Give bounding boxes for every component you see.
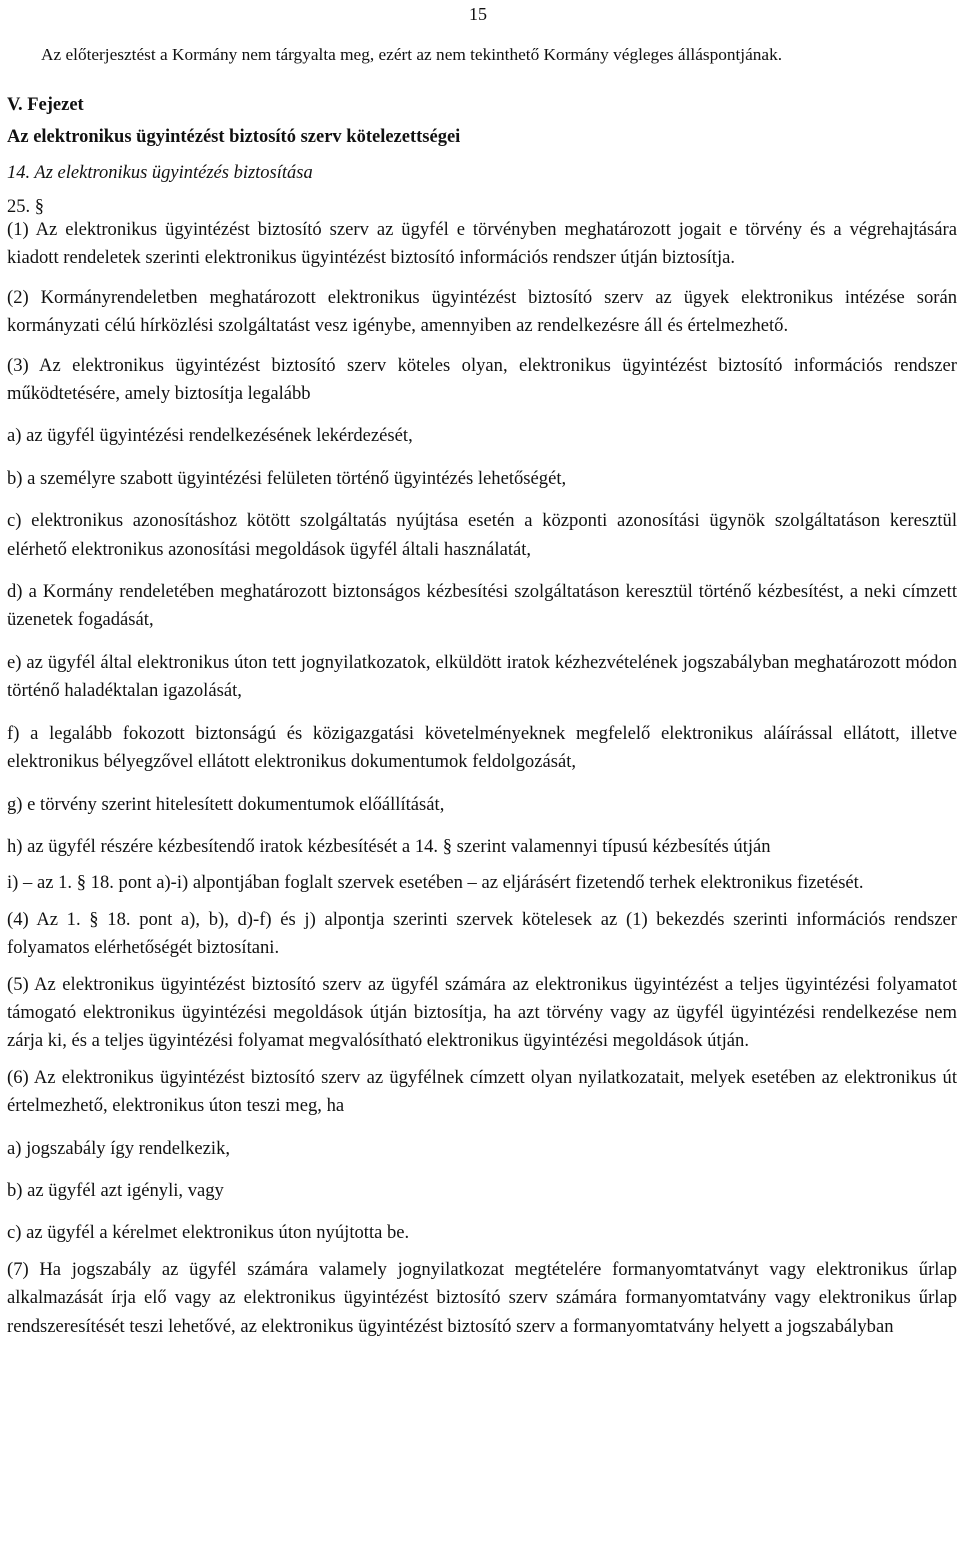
point-a: a) az ügyfél ügyintézési rendelkezésének lekérdezését, [7, 425, 413, 447]
point-e: e) az ügyfél által elektronikus úton tett jognyilatkozatok, elküldött iratok kézhezvételének jogszabályban meghatározott módon történő haladéktalan igazolását, [7, 651, 957, 702]
point-f: f) a legalább fokozott biztonságú és közigazgatási követelményeknek megfelelő elektronikus aláírással ellátott, illetve elektronikus bélyegzővel ellátott elektronikus dokumentumok feldolgozását, [7, 722, 957, 773]
paragraph-4: (4) Az 1. § 18. pont a), b), d)-f) és j) alpontja szerinti szervek kötelesek az (1) bekezdés szerinti információs rendszer folyamatos elérhetőségét biztosítani. [7, 908, 957, 959]
paragraph-3: (3) Az elektronikus ügyintézést biztosító szerv köteles olyan, elektronikus ügyintézést biztosító információs rendszer működtetésére, amely biztosítja legalább [7, 354, 957, 405]
point-i: i) – az 1. § 18. pont a)-i) alpontjában foglalt szervek esetében – az eljárásért fizetendő terhek elektronikus fizetését. [7, 872, 864, 894]
paragraph-5: (5) Az elektronikus ügyintézést biztosító szerv az ügyfél számára az elektronikus ügyintézést a teljes ügyintézési folyamatot támogató elektronikus ügyintézési megoldások útján biztosítja, ha azt törvény vagy az ügyfél ügyintézési rendelkezése nem zárja ki, és a teljes ügyintézési folyamat megvalósítható elektronikus ügyintézési megoldások útján. [7, 973, 957, 1052]
paragraph-6: (6) Az elektronikus ügyintézést biztosító szerv az ügyfélnek címzett olyan nyilatkozatait, melyek esetében az elektronikus út értelmezhető, elektronikus úton teszi meg, ha [7, 1066, 957, 1117]
point-b: b) a személyre szabott ügyintézési felületen történő ügyintézés lehetőségét, [7, 467, 567, 489]
point-6b: b) az ügyfél azt igényli, vagy [7, 1179, 224, 1201]
chapter-title: Az elektronikus ügyintézést biztosító szerv kötelezettségei [7, 127, 461, 147]
paragraph-1: (1) Az elektronikus ügyintézést biztosító szerv az ügyfél e törvényben meghatározott jogait e törvény és a végrehajtására kiadott rendeletek szerinti elektronikus ügyintézést biztosító információs rendszer útján biztosítja. [7, 219, 957, 269]
draft-notice: Az előterjesztést a Kormány nem tárgyalta meg, ezért az nem tekinthető Kormány végleges álláspontjának. [41, 45, 783, 64]
point-c: c) elektronikus azonosításhoz kötött szolgáltatás nyújtása esetén a központi azonosítási ügynök szolgáltatáson keresztül elérhető elektronikus azonosítási megoldások ügyfél általi használatát, [7, 510, 957, 560]
point-d: d) a Kormány rendeletében meghatározott biztonságos kézbesítési szolgáltatáson keresztül történő kézbesítést, a neki címzett üzenetek fogadását, [7, 581, 957, 631]
chapter-number: V. Fejezet [7, 95, 84, 115]
article-body [7, 216, 957, 1341]
point-6a: a) jogszabály így rendelkezik, [7, 1137, 231, 1159]
paragraph-2: (2) Kormányrendeletben meghatározott elektronikus ügyintézést biztosító szerv az ügyek elektronikus intézése során kormányzati célú hírközlési szolgáltatást vesz igénybe, amennyiben az rendelkezésre áll és értelmezhető. [7, 286, 957, 337]
point-g: g) e törvény szerint hitelesített dokumentumok előállítását, [7, 793, 445, 815]
section-title: 14. Az elektronikus ügyintézés biztosítása [7, 163, 313, 183]
paragraph-7: (7) Ha jogszabály az ügyfél számára valamely jognyilatkozat megtételére formanyomtatványt vagy elektronikus űrlap alkalmazását írja elő vagy az elektronikus ügyintézést biztosító szerv számára formanyomtatvány vagy elektronikus űrlap rendszeresítését teszi lehetővé, az elektronikus ügyintézést biztosító szerv a formanyomtatvány helyett a jogszabályban [7, 1258, 957, 1337]
page-number: 15 [469, 4, 487, 24]
paragraph-number: 25. § [7, 197, 44, 217]
point-h: h) az ügyfél részére kézbesítendő iratok kézbesítését a 14. § szerint valamennyi típusú kézbesítés útján [7, 835, 771, 857]
point-6c: c) az ügyfél a kérelmet elektronikus úton nyújtotta be. [7, 1222, 410, 1244]
